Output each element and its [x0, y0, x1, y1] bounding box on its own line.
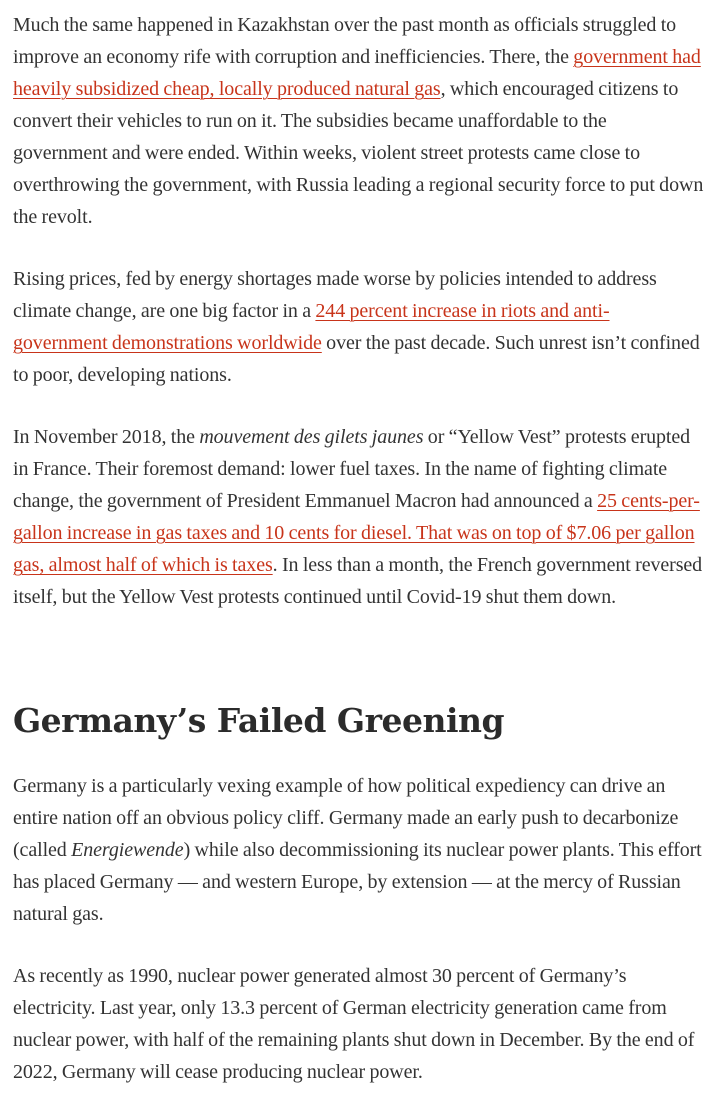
paragraph-emphasis: mouvement des gilets jaunes [199, 426, 424, 448]
paragraph-yellow-vest [13, 421, 704, 613]
paragraph-nuclear-power [13, 960, 704, 1088]
paragraph-rising-prices [13, 263, 704, 391]
paragraph-text: . In less than a month, the French government reversed itself, but the Yellow Vest protests continued until Covid-19 shut them down. [13, 554, 703, 608]
paragraph-emphasis: Energiewende [71, 839, 184, 861]
paragraph-text: Germany is a particularly vexing example of how political expediency can drive an entire nation off an obvious policy cliff. Germany made an early push to decarbonize (called [13, 775, 679, 861]
paragraph-text: As recently as 1990, nuclear power generated almost 30 percent of Germany’s electricity. Last year, only 13.3 percent of German electricity generation came from nuclear power, with half of the remaining plants shut down in December. By the end of 2022, Germany will cease producing nuclear power. [13, 965, 695, 1083]
paragraph-text: In November 2018, the [13, 426, 200, 448]
paragraph-text: , which encouraged citizens to convert their vehicles to run on it. The subsidies became unaffordable to the government and were ended. Within weeks, violent street protests came close to overthrowing the government, with Russia leading a regional security force to put down the revolt. [13, 78, 704, 228]
paragraph-kazakhstan [13, 9, 704, 233]
paragraph-text: Rising prices, fed by energy shortages made worse by policies intended to address climate change, are one big factor in a [13, 268, 657, 322]
section-heading: Germany’s Failed Greening [13, 701, 505, 740]
link-riots-increase[interactable]: 244 percent increase in riots and anti-government demonstrations worldwide [13, 300, 610, 354]
paragraph-germany-policy [13, 770, 704, 930]
paragraph-text: over the past decade. Such unrest isn’t confined to poor, developing nations. [13, 332, 700, 386]
paragraph-text: ) while also decommissioning its nuclear power plants. This effort has placed Germany — and western Europe, by extension — at the mercy of Russian natural gas. [13, 839, 702, 925]
link-gas-tax-increase[interactable]: 25 cents-per-gallon increase in gas taxes and 10 cents for diesel. That was on top of $7.06 per gallon gas, almost half of which is taxes [13, 490, 700, 576]
link-kazakhstan-gas-subsidy[interactable]: government had heavily subsidized cheap, locally produced natural gas [13, 46, 701, 100]
paragraph-text: Much the same happened in Kazakhstan over the past month as officials struggled to improve an economy rife with corruption and inefficiencies. There, the [13, 14, 677, 68]
paragraph-text: or “Yellow Vest” protests erupted in France. Their foremost demand: lower fuel taxes. In the name of fighting climate change, the government of President Emmanuel Macron had announced a [13, 426, 691, 512]
